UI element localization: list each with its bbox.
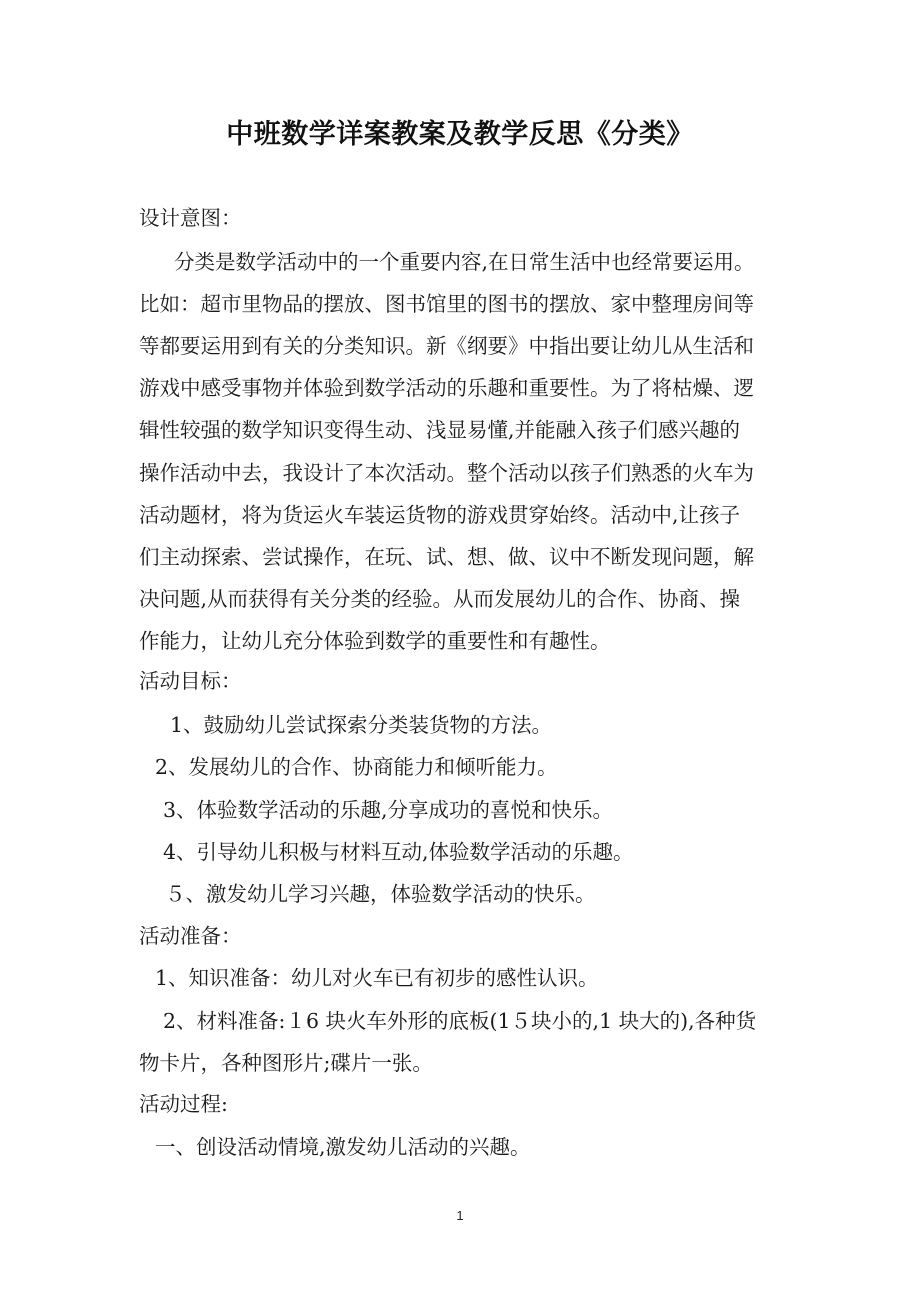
paragraph-line: 们主动探索、尝试操作，在玩、试、想、做、议中不断发现问题，解 xyxy=(139,545,754,569)
section-heading-preparation: 活动准备： xyxy=(139,924,242,948)
preparation-item: 物卡片，各种图形片;碟片一张。 xyxy=(139,1051,433,1075)
section-heading-design-intent: 设计意图： xyxy=(139,206,242,230)
page-number: 1 xyxy=(456,1208,464,1223)
paragraph-line: 比如：超市里物品的摆放、图书馆里的图书的摆放、家中整理房间等 xyxy=(139,292,754,316)
document-title: 中班数学详案教案及教学反思《分类》 xyxy=(226,119,694,150)
paragraph-line: 决问题,从而获得有关分类的经验。从而发展幼儿的合作、协商、操 xyxy=(139,587,741,611)
preparation-item: 1、知识准备：幼儿对火车已有初步的感性认识。 xyxy=(155,966,599,990)
objective-item: 4、引导幼儿积极与材料互动,体验数学活动的乐趣。 xyxy=(163,840,634,864)
process-item: 一、创设活动情境,激发幼儿活动的兴趣。 xyxy=(155,1135,531,1159)
paragraph-line: 操作活动中去，我设计了本次活动。整个活动以孩子们熟悉的火车为 xyxy=(139,461,754,485)
objective-item: ５、激发幼儿学习兴趣，体验数学活动的快乐。 xyxy=(165,882,596,906)
paragraph-line: 活动题材，将为货运火车装运货物的游戏贯穿始终。活动中,让孩子 xyxy=(139,503,741,527)
section-heading-objectives: 活动目标： xyxy=(139,669,242,693)
paragraph-line: 游戏中感受事物并体验到数学活动的乐趣和重要性。为了将枯燥、逻 xyxy=(139,376,754,400)
paragraph-line: 分类是数学活动中的一个重要内容,在日常生活中也经常要运用。 xyxy=(174,250,755,274)
paragraph-line: 辑性较强的数学知识变得生动、浅显易懂,并能融入孩子们感兴趣的 xyxy=(139,418,741,442)
objective-item: 1、鼓励幼儿尝试探索分类装货物的方法。 xyxy=(170,713,553,737)
objective-item: 3、体验数学活动的乐趣,分享成功的喜悦和快乐。 xyxy=(163,798,614,822)
preparation-item: 2、材料准备:１6 块火车外形的底板(1５块小的,1 块大的),各种货 xyxy=(163,1009,757,1033)
paragraph-line: 等都要运用到有关的分类知识。新《纲要》中指出要让幼儿从生活和 xyxy=(139,334,754,358)
section-heading-process: 活动过程: xyxy=(139,1092,228,1116)
objective-item: 2、发展幼儿的合作、协商能力和倾听能力。 xyxy=(155,755,558,779)
paragraph-line: 作能力，让幼儿充分体验到数学的重要性和有趣性。 xyxy=(139,629,611,653)
